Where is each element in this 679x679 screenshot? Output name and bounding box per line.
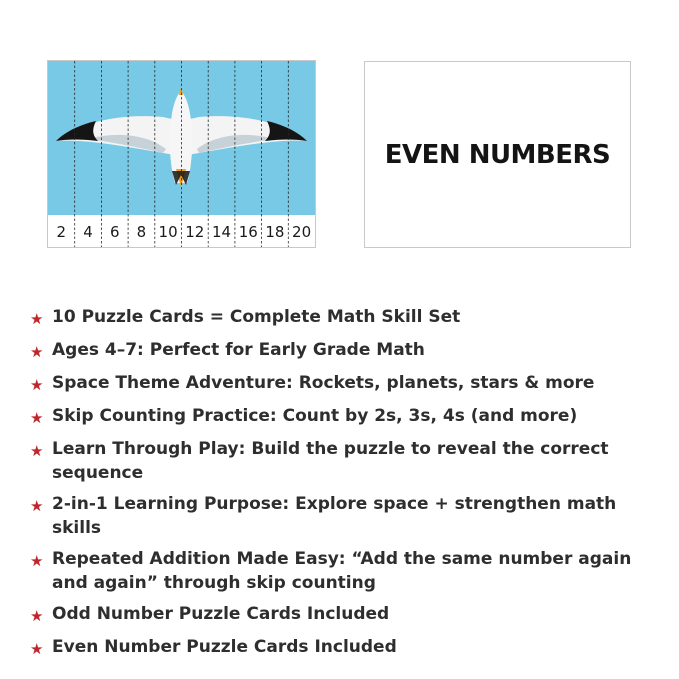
seagull-puzzle-image — [48, 61, 315, 247]
list-item-text: Skip Counting Practice: Count by 2s, 3s, 4s (and more) — [52, 406, 578, 426]
word-card — [364, 61, 631, 248]
list-item — [30, 547, 670, 595]
puzzle-number: 6 — [110, 223, 120, 241]
list-item-text: 2-in-1 Learning Purpose: Explore space + strengthen math skills — [52, 494, 617, 538]
feature-list — [30, 305, 670, 668]
star-icon: ★ — [30, 640, 44, 658]
puzzle-card — [47, 60, 316, 248]
list-item-text: Space Theme Adventure: Rockets, planets, stars & more — [52, 373, 595, 393]
star-icon: ★ — [30, 442, 44, 460]
list-item-text: Learn Through Play: Build the puzzle to reveal the correct sequence — [52, 439, 609, 483]
star-icon: ★ — [30, 607, 44, 625]
puzzle-number: 16 — [238, 223, 258, 241]
list-item-text: 10 Puzzle Cards = Complete Math Skill Set — [52, 307, 461, 327]
star-icon: ★ — [30, 497, 44, 515]
puzzle-number: 12 — [185, 223, 205, 241]
list-item — [30, 492, 670, 540]
star-icon: ★ — [30, 552, 44, 570]
list-item-text: Repeated Addition Made Easy: “Add the same number again and again” through skip counting — [52, 549, 632, 593]
list-item — [30, 404, 670, 430]
star-icon: ★ — [30, 343, 44, 361]
word-card-title: EVEN NUMBERS — [384, 139, 611, 170]
list-item-text: Odd Number Puzzle Cards Included — [52, 604, 390, 624]
puzzle-number: 10 — [158, 223, 178, 241]
list-item — [30, 437, 670, 485]
list-item — [30, 338, 670, 364]
puzzle-number: 2 — [56, 223, 67, 241]
star-icon: ★ — [30, 409, 44, 427]
puzzle-number: 14 — [211, 223, 232, 241]
puzzle-number: 4 — [83, 223, 93, 241]
puzzle-number: 18 — [265, 223, 285, 241]
list-item — [30, 602, 670, 628]
list-item — [30, 371, 670, 397]
list-item-text: Ages 4–7: Perfect for Early Grade Math — [52, 340, 425, 360]
star-icon: ★ — [30, 310, 44, 328]
list-item — [30, 305, 670, 331]
puzzle-number: 8 — [136, 223, 147, 241]
list-item-text: Even Number Puzzle Cards Included — [52, 637, 397, 657]
list-item — [30, 635, 670, 661]
puzzle-number: 20 — [292, 223, 312, 241]
star-icon: ★ — [30, 376, 44, 394]
